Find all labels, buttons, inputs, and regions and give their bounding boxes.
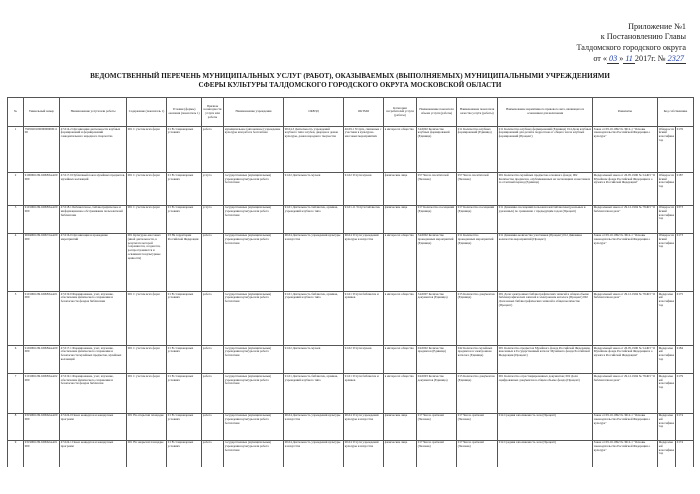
table-cell: 34.0002 Количество клубных формирований (Единица) [417, 127, 457, 173]
table-cell: 1 [8, 127, 24, 173]
date-prefix: от « [593, 54, 608, 64]
table-cell: 014 Средняя заполняемость зала (Процент) [498, 413, 593, 440]
table-cell: Общероссийский классификатор [658, 205, 676, 233]
table-cell: 910100О.99.0.ББ83АА02000 [24, 374, 60, 413]
table-cell: 47.024.1 Показ концертов и концертных программ [60, 440, 127, 467]
table-cell: 0174 [676, 413, 694, 440]
table-row [8, 374, 694, 413]
table-cell: 017 Число зрителей (Человек) [417, 413, 457, 440]
header-cell: Наименование услуги или работы [60, 98, 127, 127]
table-cell: 91.01 Деятельность библиотек, архивов, учреждений клубного типа [284, 291, 344, 345]
table-cell: 04.0003 Количество документов (Единица) [417, 374, 457, 413]
table-cell: 47.024.0 Показ концертов и концертных программ [60, 413, 127, 440]
table-cell: государственные (муниципальные) учреждения культуры или работа бесплатная [224, 205, 284, 233]
table-cell: 931900О.99.0.ББ62АА00000 [24, 413, 60, 440]
table-cell: государственные (муниципальные) учреждения культуры или работа бесплатная [224, 413, 284, 440]
table-row [8, 413, 694, 440]
table-cell: 017 Число зрителей (Человек) [457, 440, 498, 467]
table-cell: Федеральный закон от 29.12.1994 № 78-ФЗ "О библиотечном деле" [593, 291, 658, 345]
header-cell: № [8, 98, 24, 127]
table-cell: 0373 [676, 205, 694, 233]
table-cell: 001 Количество предметов Музейного фонда Российской Федерации, внесенных в Государственный каталог Музейного фонда Российской Федерации (Процент) [498, 346, 593, 374]
date-day: 03 [609, 54, 618, 64]
table-cell: 47.017.1 Формирование, учет, изучение, обеспечение физического сохранения и безопасности музейных предметов, музейных коллекций [60, 346, 127, 374]
table-cell: 910000О.99.0.ББ83АА00000 [24, 173, 60, 205]
title-line-2: СФЕРЫ КУЛЬТУРЫ ТАЛДОМСКОГО ГОРОДСКОГО ОКРУГА МОСКОВСКОЙ ОБЛАСТИ [198, 80, 502, 89]
table-cell: работа [202, 127, 224, 173]
table-cell: работа [202, 233, 224, 291]
table-cell: 001 На закрытой площадке [127, 440, 167, 467]
table-cell: 0173 [676, 233, 694, 291]
table-cell: работа [202, 346, 224, 374]
table-cell: 011 Динамика количества участников (Процент) 012 Динамика количества мероприятий (Процент) [498, 233, 593, 291]
table-cell: государственные (муниципальные) учреждения культуры или работа бесплатная [224, 173, 284, 205]
header-cell: ОКВЭД [284, 98, 344, 127]
table-cell: 001 Доля электронных библиографических записей в общем объеме библиографических записей в электронном каталоге (Процент) 002 Доля новых библиографических записей в общем количестве (Процент) [498, 291, 593, 345]
annex-line-3: Талдомского городского округа [576, 42, 686, 52]
table-cell: 91.01 Деятельность библиотек, архивов, учреждений клубного типа [284, 374, 344, 413]
table-cell: 0179 [676, 374, 694, 413]
table-cell: 011 Количество проведенных мероприятий (Единица) [457, 233, 498, 291]
table-cell: 90.04 Услуги учреждений культуры и искусства [344, 440, 384, 467]
table-cell: 01 В стационарных условиях [167, 173, 202, 205]
header-cell: Наименование учреждения [224, 98, 284, 127]
table-cell: Федеральный закон от 26.05.1996 № 54-ФЗ "О Музейном фонде Российской Федерации и о музеях в Российской Федерации" [593, 346, 658, 374]
table-cell: государственные (муниципальные) учреждения культуры или работа бесплатная [224, 233, 284, 291]
table-cell: Общероссийский классификатор [658, 173, 676, 205]
table-cell: физические лица [384, 173, 417, 205]
header-cell: Уникальный номер [24, 98, 60, 127]
table-cell: Федеральный закон от 26.05.1996 № 54-ФЗ "О Музейном фонде Российской Федерации и о музеях в Российской Федерации" [593, 173, 658, 205]
table-cell: работа [202, 374, 224, 413]
table-cell: Общероссийский классификатор [658, 233, 676, 291]
table-cell: работа [202, 440, 224, 467]
table-cell: Закон от 09.10.1992 № 3612-1 "Основы законодательства Российской Федерации о культуре" [593, 413, 658, 440]
table-cell: 015 Количество документов (Единица) [457, 374, 498, 413]
table-cell: 34.0002 Количество проведенных мероприятий (Единица) [417, 233, 457, 291]
table-cell: 001 Культурно-массовых (иной деятельности, в результате которой сохраняются, создаются, распространяются и осваиваются культурные ценности) [127, 233, 167, 291]
table-cell: Федеральный закон от 29.12.1994 № 78-ФЗ "О библиотечном деле" [593, 374, 658, 413]
header-cell: Наименование показателя объема услуги (работы) [417, 98, 457, 127]
table-cell: 910100О.99.0.ББ83АА01000 [24, 291, 60, 345]
table-header-row [8, 98, 694, 127]
table-cell: 01 В стационарных условиях [167, 346, 202, 374]
table-cell: 0175 [676, 291, 694, 345]
table-row [8, 173, 694, 205]
table-cell: 90.04.3 Деятельность учреждений клубного типа: клубов, дворцов и домов культуры, домов народного творчества [284, 127, 344, 173]
table-cell: 042 Количество музейных предметов в электронном каталоге (Единица) [457, 346, 498, 374]
table-row [8, 233, 694, 291]
table-cell: 001 С учетом всех форм [127, 205, 167, 233]
table-cell: государственные (муниципальные) учреждения культуры или работа бесплатная [224, 440, 284, 467]
date-mid-1: » [619, 54, 624, 64]
date-month: 11 [625, 54, 633, 64]
table-cell: 91.02 Деятельность музеев [284, 346, 344, 374]
table-cell: 017 Количество посещений (Единица) [457, 205, 498, 233]
table-row [8, 440, 694, 467]
table-cell: работа [202, 413, 224, 440]
table-cell: 79059201000000000001100 [24, 127, 60, 173]
table-cell: 900400О.99.0.ББ72АА00000 [24, 233, 60, 291]
header-cell: Признак возмездности услуги или работы [202, 98, 224, 127]
table-cell: 47.017.0 Публичный показ музейных предметов, музейных коллекций [60, 173, 127, 205]
table-cell: 34.0007 Количество документов (Единица) [417, 291, 457, 345]
table-row [8, 127, 694, 173]
table-cell: 90.04 Услуги учреждений культуры и искусства [344, 233, 384, 291]
annex-line-1: Приложение №1 [628, 22, 686, 31]
table-cell: 0174 [676, 440, 694, 467]
table-cell: 01 В стационарных условиях [167, 127, 202, 173]
annex-block [456, 22, 686, 65]
table-cell: 47.019.1 Формирование, учет, изучение, обеспечение физического сохранения и безопасности фондов библиотек [60, 374, 127, 413]
table-cell: 90.04 Услуги учреждений культуры и искусства [344, 413, 384, 440]
header-cell: Наименование нормативного правового акта, являющегося основанием для включения [498, 98, 593, 127]
table-cell: в интересах общества [384, 127, 417, 173]
date-number: 2327 [667, 54, 684, 64]
table-row [8, 205, 694, 233]
table-cell: 910200О.99.0.ББ84АА00000 [24, 346, 60, 374]
table-cell: работа [202, 291, 224, 345]
table-cell: физические лица [384, 440, 417, 467]
table-cell: 01 В стационарных условиях [167, 413, 202, 440]
table-cell: 91.01.11 Услуги библиотек [344, 205, 384, 233]
header-cell: ОКТМО [344, 98, 384, 127]
document-title [40, 72, 660, 89]
table-cell: 90.04 Деятельность учреждений культуры и искусства [284, 233, 344, 291]
table-cell: 90.04 Деятельность учреждений культуры и искусства [284, 413, 344, 440]
table-cell: 4 [8, 233, 24, 291]
table-cell: 057 Число посетителей (Человек) [457, 173, 498, 205]
table-cell: в интересах общества [384, 374, 417, 413]
table-cell: 001 Количество отреставрированных документов; 002 Доля оцифрованных документов в общем объеме фонда (Процент) [498, 374, 593, 413]
table-cell: Федеральный классификатор [658, 291, 676, 345]
table-cell: физические лица [384, 205, 417, 233]
table-cell: 01 В стационарных условиях [167, 205, 202, 233]
table-cell: 017 Число зрителей (Человек) [417, 440, 457, 467]
table-cell: 001 С учетом всех форм [127, 291, 167, 345]
table-cell: 001 С учетом всех форм [127, 127, 167, 173]
table-cell: 01 В стационарных условиях [167, 291, 202, 345]
table-cell: 011 Количество клубных формирований (Единица) [457, 127, 498, 173]
table-cell: 011 Динамика посещений пользователей библиотеки (реальных и удаленных) по сравнению с предыдущим годом (Процент) [498, 205, 593, 233]
table-cell: 91.01 Услуги библиотек и архивов [344, 374, 384, 413]
table-cell: 0184 [676, 346, 694, 374]
table-cell: 91.01 Деятельность библиотек, архивов, учреждений клубного типа [284, 205, 344, 233]
annex-date-line [456, 54, 686, 64]
table-cell: 91.01 Услуги библиотек и архивов [344, 291, 384, 345]
header-cell: Реквизиты [593, 98, 658, 127]
services-table [7, 97, 694, 467]
table-cell: услуга [202, 173, 224, 205]
table-cell: 001 На открытой площадке [127, 413, 167, 440]
table-cell: 001 С учетом всех форм [127, 374, 167, 413]
table-cell: 91.02 Деятельность музеев [284, 173, 344, 205]
table-body [8, 127, 694, 467]
table-cell: услуга [202, 205, 224, 233]
table-cell: 47.016.0 Организация и проведение мероприятий [60, 233, 127, 291]
table-cell: 001 С учетом всех форм [127, 346, 167, 374]
annex-line-2: к Постановлению Главы [600, 32, 686, 42]
table-cell: 90.04 Деятельность учреждений культуры и искусства [284, 440, 344, 467]
title-line-1: ВЕДОМСТВЕННЫЙ ПЕРЕЧЕНЬ МУНИЦИПАЛЬНЫХ УСЛУГ (РАБОТ), ОКАЗЫВАЕМЫХ (ВЫПОЛНЯЕМЫХ) МУНИЦИПАЛЬНЫМИ УЧРЕЖДЕНИЯМИ [90, 72, 610, 80]
table-cell: 3 [8, 205, 24, 233]
table-cell: 47.019.0 Формирование, учет, изучение, обеспечение физического сохранения и безопасности фондов библиотеки [60, 291, 127, 345]
table-cell: 47.014.2 Организация деятельности клубных формирований и формирований самодеятельного народного творчества [60, 127, 127, 173]
table-cell: Закон от 09.10.1992 № 3612-1 "Основы законодательства Российской Федерации о культуре" [593, 127, 658, 173]
table-cell: Федеральный классификатор [658, 440, 676, 467]
table-cell: 910100О.99.0.ББ83АА00000 [24, 205, 60, 233]
table-row [8, 291, 694, 345]
table-cell: в интересах общества [384, 291, 417, 345]
table-cell: Федеральный классификатор [658, 346, 676, 374]
header-cell: Содержание (показатель 1) [127, 98, 167, 127]
table-cell: 03 На территории Российской Федерации [167, 233, 202, 291]
table-cell: 001 С учетом всех форм [127, 173, 167, 205]
table-cell: 01 В стационарных условиях [167, 374, 202, 413]
table-cell: Федеральный классификатор [658, 374, 676, 413]
table-cell: в интересах общества [384, 233, 417, 291]
table-cell: государственные (муниципальные) учреждения культуры или работа бесплатная [224, 291, 284, 345]
header-cell: Наименование показателя качества услуги (работы) [457, 98, 498, 127]
table-cell: 01 В стационарных условиях [167, 440, 202, 467]
header-cell: Категории потребителей услуги (работы) [384, 98, 417, 127]
table-cell: 91.02 Услуги музеев [344, 346, 384, 374]
table-cell: 001 Количество музейных предметов основного фонда; 002 Количество предметов, опубликованных на экспозициях и выставках за отчетный период (Единица) [498, 173, 593, 205]
table-cell: 47.018.1 Библиотечное, библиографическое и информационное обслуживание пользователей библиотеки [60, 205, 127, 233]
table-cell: 931900О.99.0.ББ62АА01000 [24, 440, 60, 467]
date-mid-2: 2017г. № [634, 54, 666, 64]
table-cell: Федеральный классификатор [658, 413, 676, 440]
table-cell: Закон от 09.10.1992 № 3612-1 "Основы законодательства Российской Федерации о культуре" [593, 440, 658, 467]
table-cell: 5 [8, 291, 24, 345]
table-cell: 2 [8, 173, 24, 205]
table-cell: Закон от 09.10.1992 № 3612-1 "Основы законодательства Российской Федерации о культуре" [593, 233, 658, 291]
table-cell: Федеральный закон от 29.12.1994 № 78-ФЗ "О библиотечном деле" [593, 205, 658, 233]
table-cell: 057 Число посетителей (Человек) [417, 173, 457, 205]
table-cell: 8 [8, 413, 24, 440]
table-cell: 7 [8, 374, 24, 413]
table-cell: 0187 [676, 173, 694, 205]
table-cell: физические лица [384, 413, 417, 440]
table-cell: муниципальное (автономное) учреждение культуры или работа бесплатная [224, 127, 284, 173]
table-cell: 011 Количество клубных формирований (Единица) 014 Доля клубных формирований для детей и подростков от общего числа клубных формирований (Процент) [498, 127, 593, 173]
table-cell: 91.02 Услуги музеев [344, 173, 384, 205]
table-cell: 46.09.1 Услуги, связанные с участием в культурно-массовых мероприятиях [344, 127, 384, 173]
header-cell: Код собственника [658, 98, 694, 127]
table-row [8, 346, 694, 374]
table-cell: Общероссийский классификатор [658, 127, 676, 173]
table-cell: 014 Средняя заполняемость зала (Процент) [498, 440, 593, 467]
table-cell: 04.0002 Количество предметов (Единица) [417, 346, 457, 374]
header-cell: Условия (формы) оказания (показатель 1) [167, 98, 202, 127]
table-cell: государственные (муниципальные) учреждения культуры или работа бесплатная [224, 374, 284, 413]
table-cell: 9 [8, 440, 24, 467]
table-cell: 6 [8, 346, 24, 374]
table-cell: 017 Число зрителей (Человек) [457, 413, 498, 440]
table-cell: 017 Количество посещений (Единица) [417, 205, 457, 233]
table-cell: в интересах общества [384, 346, 417, 374]
table-cell: 015 Количество документов (Единица) [457, 291, 498, 345]
table-cell: государственные (муниципальные) учреждения культуры или работа бесплатная [224, 346, 284, 374]
table-cell: 0176 [676, 127, 694, 173]
